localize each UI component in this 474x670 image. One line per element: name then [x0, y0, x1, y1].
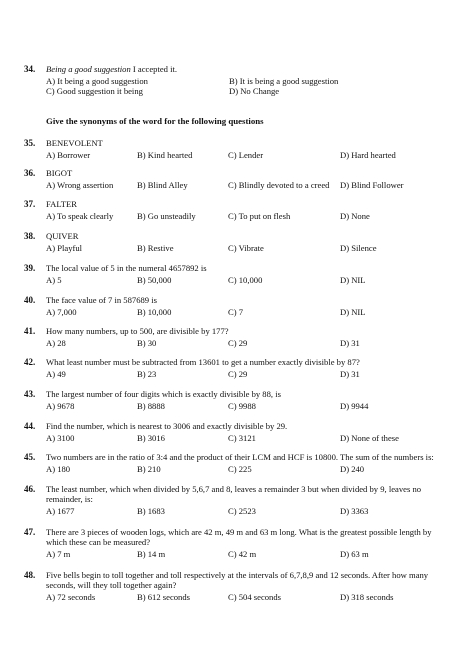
question-stem: Five bells begin to toll together and toll respectively at the intervals of 6,7,8,9 and 12 seconds. After how many seconds, will they toll together again?	[46, 570, 429, 591]
question-43	[24, 389, 454, 411]
option-b: B) 23	[137, 369, 157, 380]
option-c: C) 29	[228, 338, 248, 349]
question-39	[24, 263, 454, 285]
option-b: B) It is being a good suggestion	[229, 76, 339, 87]
question-number: 44.	[24, 421, 36, 431]
option-a: A) Wrong assertion	[46, 180, 114, 191]
option-d: D) Blind Follower	[340, 180, 404, 191]
question-number: 37.	[24, 199, 36, 209]
question-number: 48.	[24, 570, 36, 580]
option-c: C) 3121	[228, 433, 256, 444]
option-a: A) 7,000	[46, 307, 77, 318]
question-stem: BENEVOLENT	[46, 138, 103, 148]
section-heading: Give the synonyms of the word for the following questions	[46, 116, 264, 126]
option-b: B) Blind Alley	[137, 180, 188, 191]
option-d: D) 318 seconds	[340, 592, 394, 603]
option-b: B) 210	[137, 464, 161, 475]
question-34	[24, 64, 454, 96]
option-d: D) None	[340, 211, 370, 222]
options	[46, 180, 454, 190]
question-stem: What least number must be subtracted from 13601 to get a number exactly divisible by 87?	[46, 357, 360, 367]
question-38	[24, 231, 454, 253]
option-d: D) NIL	[340, 307, 366, 318]
options	[46, 76, 454, 96]
option-a: A) 180	[46, 464, 71, 475]
option-b: B) 8888	[137, 401, 165, 412]
options	[46, 592, 454, 602]
option-d: D) NIL	[340, 275, 366, 286]
question-44	[24, 421, 454, 443]
question-number: 39.	[24, 263, 36, 273]
question-stem: The local value of 5 in the numeral 4657892 is	[46, 263, 207, 273]
option-c: C) Vibrate	[228, 243, 264, 254]
option-b: B) 50,000	[137, 275, 172, 286]
option-a: A) 5	[46, 275, 62, 286]
option-c: C) Good suggestion it being	[46, 86, 143, 97]
question-number: 36.	[24, 168, 36, 178]
options	[46, 433, 454, 443]
option-d: D) 3363	[340, 506, 369, 517]
option-a: A) It being a good suggestion	[46, 76, 148, 87]
options	[46, 549, 454, 559]
question-42	[24, 357, 454, 379]
option-a: A) 3100	[46, 433, 75, 444]
options	[46, 275, 454, 285]
option-c: C) 42 m	[228, 549, 257, 560]
option-d: D) 9944	[340, 401, 369, 412]
option-d: D) 63 m	[340, 549, 369, 560]
question-number: 46.	[24, 484, 36, 494]
option-a: A) Playful	[46, 243, 83, 254]
options	[46, 307, 454, 317]
option-a: A) 1677	[46, 506, 75, 517]
option-c: C) Blindly devoted to a creed	[228, 180, 330, 191]
question-41	[24, 326, 454, 348]
option-a: A) Borrower	[46, 150, 91, 161]
options	[46, 150, 454, 160]
question-stem: BIGOT	[46, 168, 73, 178]
question-number: 45.	[24, 452, 36, 462]
option-a: A) 7 m	[46, 549, 71, 560]
option-d: D) 31	[340, 338, 360, 349]
options	[46, 464, 454, 474]
question-stem: Find the number, which is nearest to 3006 and exactly divisible by 29.	[46, 421, 288, 431]
option-b: B) Go unsteadily	[137, 211, 196, 222]
option-b: B) 10,000	[137, 307, 172, 318]
option-b: B) 3016	[137, 433, 165, 444]
option-a: A) To speak clearly	[46, 211, 114, 222]
question-45	[24, 452, 454, 474]
question-37	[24, 199, 454, 221]
option-d: D) No Change	[229, 86, 280, 97]
options	[46, 243, 454, 253]
question-46	[24, 484, 454, 516]
question-stem: How many numbers, up to 500, are divisible by 177?	[46, 326, 229, 336]
option-c: C) Lender	[228, 150, 264, 161]
option-b: B) 1683	[137, 506, 165, 517]
question-47	[24, 527, 454, 559]
option-c: C) 225	[228, 464, 252, 475]
option-b: B) 612 seconds	[137, 592, 190, 603]
question-36	[24, 168, 454, 190]
options	[46, 338, 454, 348]
options	[46, 211, 454, 221]
option-b: B) Restive	[137, 243, 174, 254]
option-d: D) 240	[340, 464, 365, 475]
question-40	[24, 295, 454, 317]
option-a: A) 28	[46, 338, 66, 349]
question-number: 35.	[24, 138, 36, 148]
option-b: B) Kind hearted	[137, 150, 193, 161]
option-d: D) 31	[340, 369, 360, 380]
question-stem: Being a good suggestion I accepted it.	[46, 64, 178, 74]
option-d: D) None of these	[340, 433, 399, 444]
option-a: A) 9678	[46, 401, 75, 412]
option-a: A) 49	[46, 369, 66, 380]
question-stem: There are 3 pieces of wooden logs, which are 42 m, 49 m and 63 m long. What is the greatest possible length by which these can be measured?	[46, 527, 432, 548]
option-d: D) Hard hearted	[340, 150, 396, 161]
question-number: 41.	[24, 326, 36, 336]
option-b: B) 14 m	[137, 549, 166, 560]
question-stem: The largest number of four digits which is exactly divisible by 88, is	[46, 389, 281, 399]
question-stem: Two numbers are in the ratio of 3:4 and the product of their LCM and HCF is 10800. The sum of the numbers is:	[46, 452, 434, 462]
options	[46, 506, 454, 516]
option-c: C) 7	[228, 307, 244, 318]
question-stem: FALTER	[46, 199, 78, 209]
question-number: 34.	[24, 64, 36, 74]
option-c: C) 29	[228, 369, 248, 380]
question-number: 42.	[24, 357, 36, 367]
options	[46, 401, 454, 411]
option-d: D) Silence	[340, 243, 377, 254]
question-stem: The face value of 7 in 587689 is	[46, 295, 157, 305]
option-b: B) 30	[137, 338, 157, 349]
question-stem: The least number, which when divided by 5,6,7 and 8, leaves a remainder 3 but when divided by 9, leaves no remainder, is:	[46, 484, 422, 505]
question-48	[24, 570, 454, 602]
question-stem: QUIVER	[46, 231, 79, 241]
option-c: C) 10,000	[228, 275, 263, 286]
question-35	[24, 138, 454, 160]
question-number: 38.	[24, 231, 36, 241]
option-c: C) 9988	[228, 401, 256, 412]
option-c: C) To put on flesh	[228, 211, 291, 222]
question-number: 47.	[24, 527, 36, 537]
question-number: 43.	[24, 389, 36, 399]
option-c: C) 2523	[228, 506, 256, 517]
option-c: C) 504 seconds	[228, 592, 281, 603]
option-a: A) 72 seconds	[46, 592, 96, 603]
options	[46, 369, 454, 379]
question-number: 40.	[24, 295, 36, 305]
